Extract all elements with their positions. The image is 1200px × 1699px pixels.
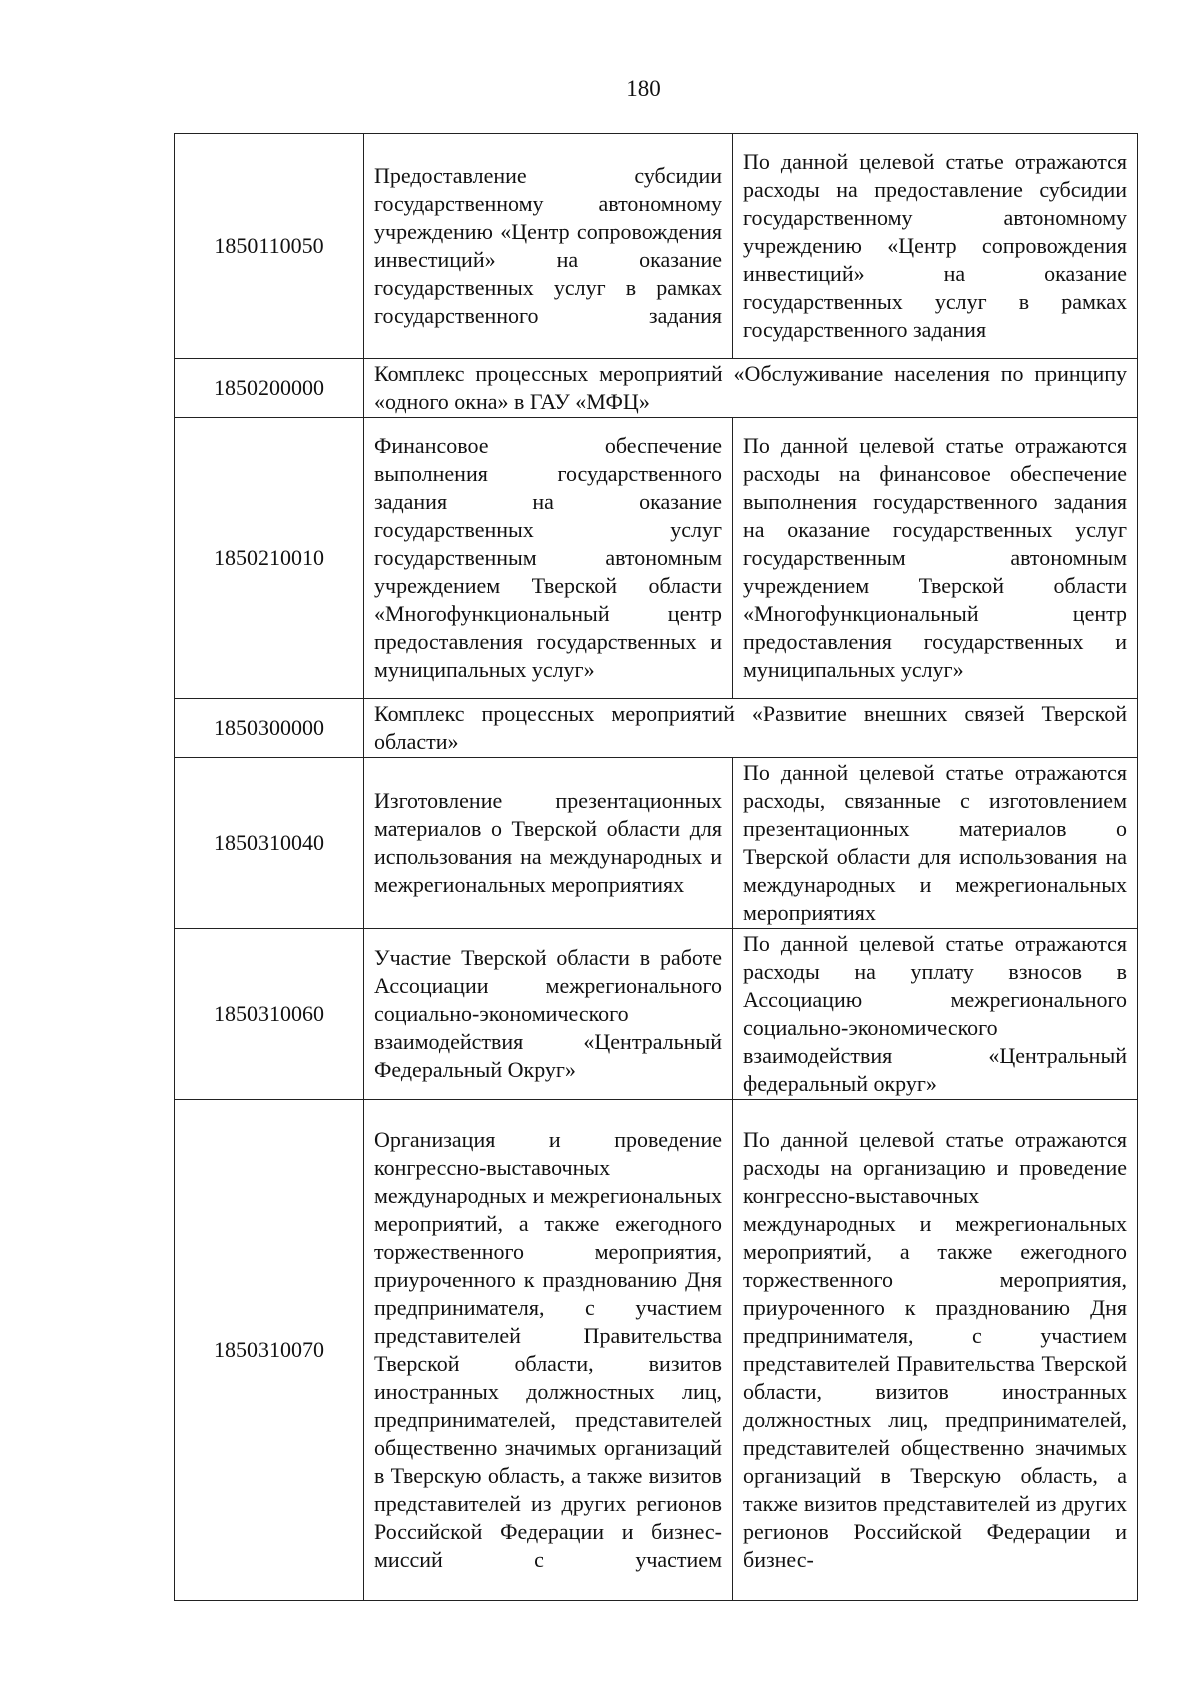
target-article-description: По данной целевой статье отражаются расходы на организацию и проведение конгрессно-выставочных международных и межрегиональных мероприятий, а также ежегодного торжественного мероприятия, приуроченного к празднованию Дня предпринимателя, с участием представителей Правительства Тверской области, визитов иностранных должностных лиц, предпринимателей, представителей общественно значимых организаций в Тверскую область, а также визитов представителей из других регионов Российской Федерации и бизнес- xyxy=(733,1100,1138,1601)
target-article-description: По данной целевой статье отражаются расходы на предоставление субсидии государственному автономному учреждению «Центр сопровождения инвестиций» на оказание государственных услуг в рамках государственного задания xyxy=(733,134,1138,359)
budget-classification-table xyxy=(174,133,1138,1601)
target-article-description: По данной целевой статье отражаются расходы на уплату взносов в Ассоциацию межрегионального социально-экономического взаимодействия «Центральный федеральный округ» xyxy=(733,929,1138,1100)
table-row xyxy=(175,134,1138,359)
target-article-code: 1850310070 xyxy=(175,1100,364,1601)
target-article-code: 1850310060 xyxy=(175,929,364,1100)
target-article-name: Предоставление субсидии государственному автономному учреждению «Центр сопровождения инвестиций» на оказание государственных услуг в рамках государственного задания xyxy=(364,134,733,359)
target-article-name: Участие Тверской области в работе Ассоциации межрегионального социально-экономического взаимодействия «Центральный Федеральный Округ» xyxy=(364,929,733,1100)
page-number: 180 xyxy=(626,76,661,101)
table-row xyxy=(175,418,1138,699)
target-article-code: 1850300000 xyxy=(175,699,364,758)
target-article-name: Комплекс процессных мероприятий «Обслуживание населения по принципу «одного окна» в ГАУ «МФЦ» xyxy=(364,359,1138,418)
target-article-code: 1850210010 xyxy=(175,418,364,699)
target-article-description: По данной целевой статье отражаются расходы, связанные с изготовлением презентационных материалов о Тверской области для использования на международных и межрегиональных мероприятиях xyxy=(733,758,1138,929)
table-row xyxy=(175,1100,1138,1601)
target-article-description: По данной целевой статье отражаются расходы на финансовое обеспечение выполнения государственного задания на оказание государственных услуг государственным автономным учреждением Тверской области «Многофункциональный центр предоставления государственных и муниципальных услуг» xyxy=(733,418,1138,699)
table-row xyxy=(175,758,1138,929)
target-article-code: 1850310040 xyxy=(175,758,364,929)
target-article-name: Комплекс процессных мероприятий «Развитие внешних связей Тверской области» xyxy=(364,699,1138,758)
target-article-name: Организация и проведение конгрессно-выставочных международных и межрегиональных мероприятий, а также ежегодного торжественного мероприятия, приуроченного к празднованию Дня предпринимателя, с участием представителей Правительства Тверской области, визитов иностранных должностных лиц, предпринимателей, представителей общественно значимых организаций в Тверскую область, а также визитов представителей из других регионов Российской Федерации и бизнес-миссий с участием xyxy=(364,1100,733,1601)
target-article-name: Изготовление презентационных материалов о Тверской области для использования на международных и межрегиональных мероприятиях xyxy=(364,758,733,929)
target-article-code: 1850110050 xyxy=(175,134,364,359)
table-row xyxy=(175,699,1138,758)
target-article-name: Финансовое обеспечение выполнения государственного задания на оказание государственных услуг государственным автономным учреждением Тверской области «Многофункциональный центр предоставления государственных и муниципальных услуг» xyxy=(364,418,733,699)
target-article-code: 1850200000 xyxy=(175,359,364,418)
table-row xyxy=(175,359,1138,418)
table-row xyxy=(175,929,1138,1100)
